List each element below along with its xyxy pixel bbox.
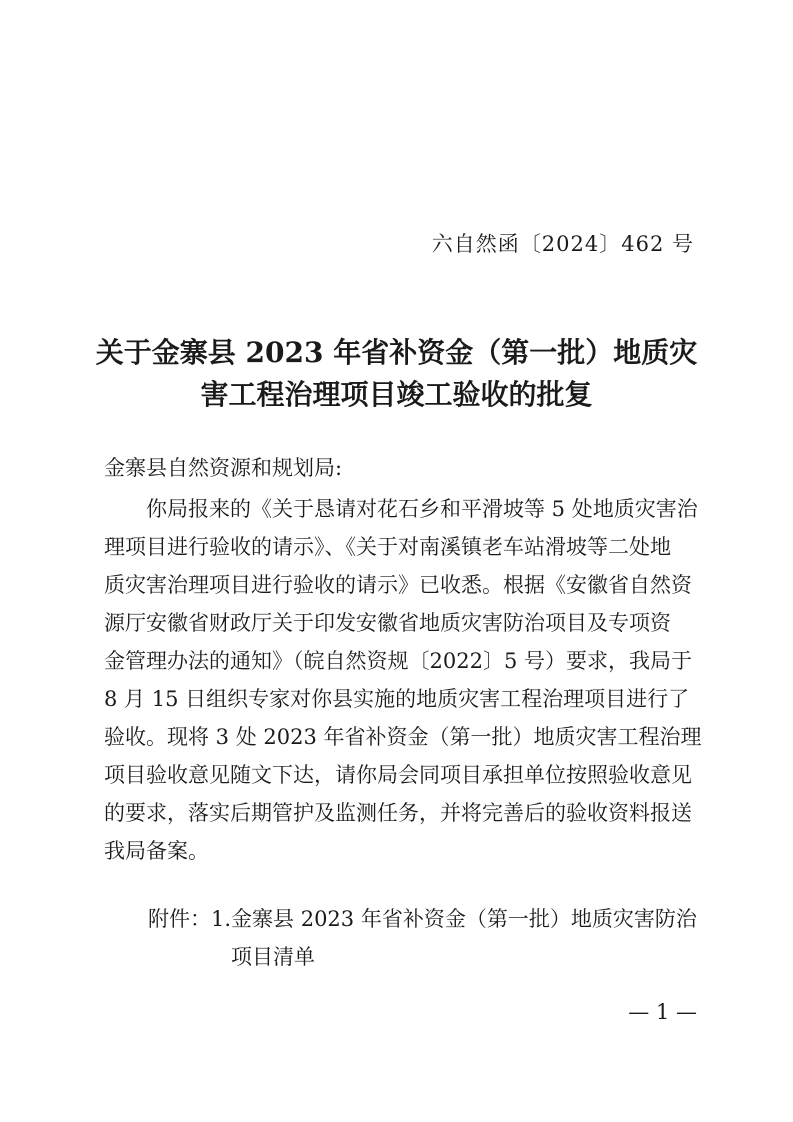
title-line: 害工程治理项目竣工验收的批复 (200, 378, 593, 411)
body-line: 理项目进行验收的请示》、《关于对南溪镇老车站滑坡等二处地 (104, 535, 671, 559)
salutation: 金寨县自然资源和规划局: (104, 456, 343, 480)
body-line: 金管理办法的通知》（皖自然资规〔2022〕5 号）要求，我局于 (104, 649, 692, 673)
attachment-line: 项目清单 (231, 945, 315, 969)
title-line: 关于金寨县 2023 年省补资金（第一批）地质灾 (95, 336, 698, 369)
body-line: 项目验收意见随文下达，请你局会同项目承担单位按照验收意见 (104, 763, 692, 787)
document-title (80, 332, 713, 416)
body-line: 我局备案。 (104, 839, 209, 863)
body-line: 质灾害治理项目进行验收的请示》已收悉。根据《安徽省自然资 (104, 573, 692, 597)
body-paragraph (104, 490, 700, 870)
body-line: 8 月 15 日组织专家对你县实施的地质灾害工程治理项目进行了 (104, 687, 690, 711)
attachment-list (148, 900, 697, 976)
attachment-line: 附件：1.金寨县 2023 年省补资金（第一批）地质灾害防治 (148, 907, 697, 931)
page-number: — 1 — (628, 1000, 697, 1024)
document-number: 六自然函〔2024〕462 号 (431, 232, 694, 256)
body-line: 源厅安徽省财政厅关于印发安徽省地质灾害防治项目及专项资 (104, 611, 671, 635)
body-line: 你局报来的《关于恳请对花石乡和平滑坡等 5 处地质灾害治 (104, 497, 698, 521)
body-line: 的要求，落实后期管护及监测任务，并将完善后的验收资料报送 (104, 801, 692, 825)
body-line: 验收。现将 3 处 2023 年省补资金（第一批）地质灾害工程治理 (104, 725, 702, 749)
